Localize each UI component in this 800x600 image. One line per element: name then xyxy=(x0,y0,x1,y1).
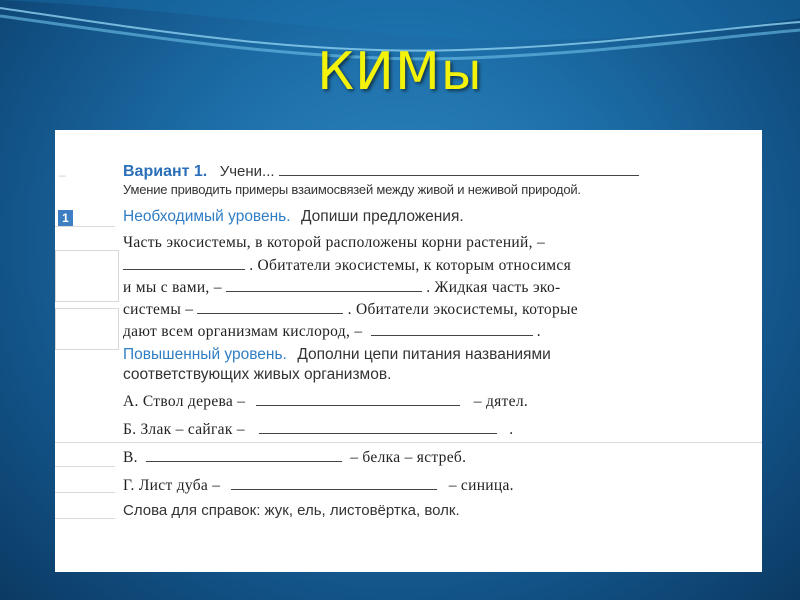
basic-level-task: Допиши предложения. xyxy=(301,208,464,225)
student-label: Учени... xyxy=(219,163,275,180)
ghost-rule xyxy=(55,442,762,443)
basic-text: дают всем организмам кислород, – xyxy=(123,323,363,340)
basic-text: . Обитатели экосистемы, к которым относимся xyxy=(249,257,572,274)
basic-line-4 xyxy=(123,300,578,319)
basic-level-heading xyxy=(123,208,464,226)
ghost-rule xyxy=(55,226,115,227)
answer-blank xyxy=(259,420,497,434)
basic-line-1: Часть экосистемы, в которой расположены корни растений, – xyxy=(123,234,546,251)
ghost-rule xyxy=(55,492,115,493)
basic-text: . Жидкая часть эко- xyxy=(426,279,561,296)
basic-text: и мы с вами, – xyxy=(123,279,222,296)
ghost-rule xyxy=(55,466,115,467)
chain-g xyxy=(123,476,514,495)
worksheet-header xyxy=(123,162,639,181)
skill-description: Умение приводить примеры взаимосвязей между живой и неживой природой. xyxy=(123,182,581,197)
chain-text: А. Ствол дерева – xyxy=(123,393,246,410)
chain-text: Б. Злак – сайгак – xyxy=(123,421,245,438)
chain-text: В. xyxy=(123,449,138,466)
basic-text: . xyxy=(536,323,541,340)
basic-text: . Обитатели экосистемы, которые xyxy=(347,301,578,318)
ghost-box xyxy=(55,308,119,350)
advanced-level-task-2: соответствующих живых организмов. xyxy=(123,366,392,383)
chain-text: Г. Лист дуба – xyxy=(123,477,221,494)
answer-blank xyxy=(197,300,343,314)
chain-text: – синица. xyxy=(448,477,514,494)
task-number-badge: 1 xyxy=(58,210,73,226)
ghost-text: – xyxy=(59,168,66,182)
chain-text: – дятел. xyxy=(473,393,529,410)
name-blank xyxy=(279,162,639,176)
answer-blank xyxy=(123,256,245,270)
basic-level-title: Необходимый уровень. xyxy=(123,208,291,225)
basic-line-5 xyxy=(123,322,541,341)
answer-blank xyxy=(226,278,422,292)
chain-a xyxy=(123,392,528,411)
chain-b xyxy=(123,420,513,439)
basic-line-2 xyxy=(123,256,571,275)
basic-text: системы – xyxy=(123,301,194,318)
worksheet-image xyxy=(55,130,762,572)
variant-label: Вариант 1. xyxy=(123,163,208,180)
slide-title: КИМы xyxy=(317,42,483,102)
chain-text: . xyxy=(509,421,514,438)
ghost-box xyxy=(55,250,119,302)
reference-words: Слова для справок: жук, ель, листовёртка, волк. xyxy=(123,502,460,519)
answer-blank xyxy=(256,392,460,406)
answer-blank xyxy=(371,322,533,336)
ghost-rule xyxy=(55,518,115,519)
advanced-level-task: Дополни цепи питания названиями xyxy=(297,346,551,363)
advanced-level-heading xyxy=(123,346,551,364)
chain-text: – белка – ястреб. xyxy=(350,449,467,466)
chain-v xyxy=(123,448,466,467)
answer-blank xyxy=(231,476,437,490)
advanced-level-title: Повышенный уровень. xyxy=(123,346,287,363)
answer-blank xyxy=(146,448,342,462)
basic-line-3 xyxy=(123,278,560,297)
